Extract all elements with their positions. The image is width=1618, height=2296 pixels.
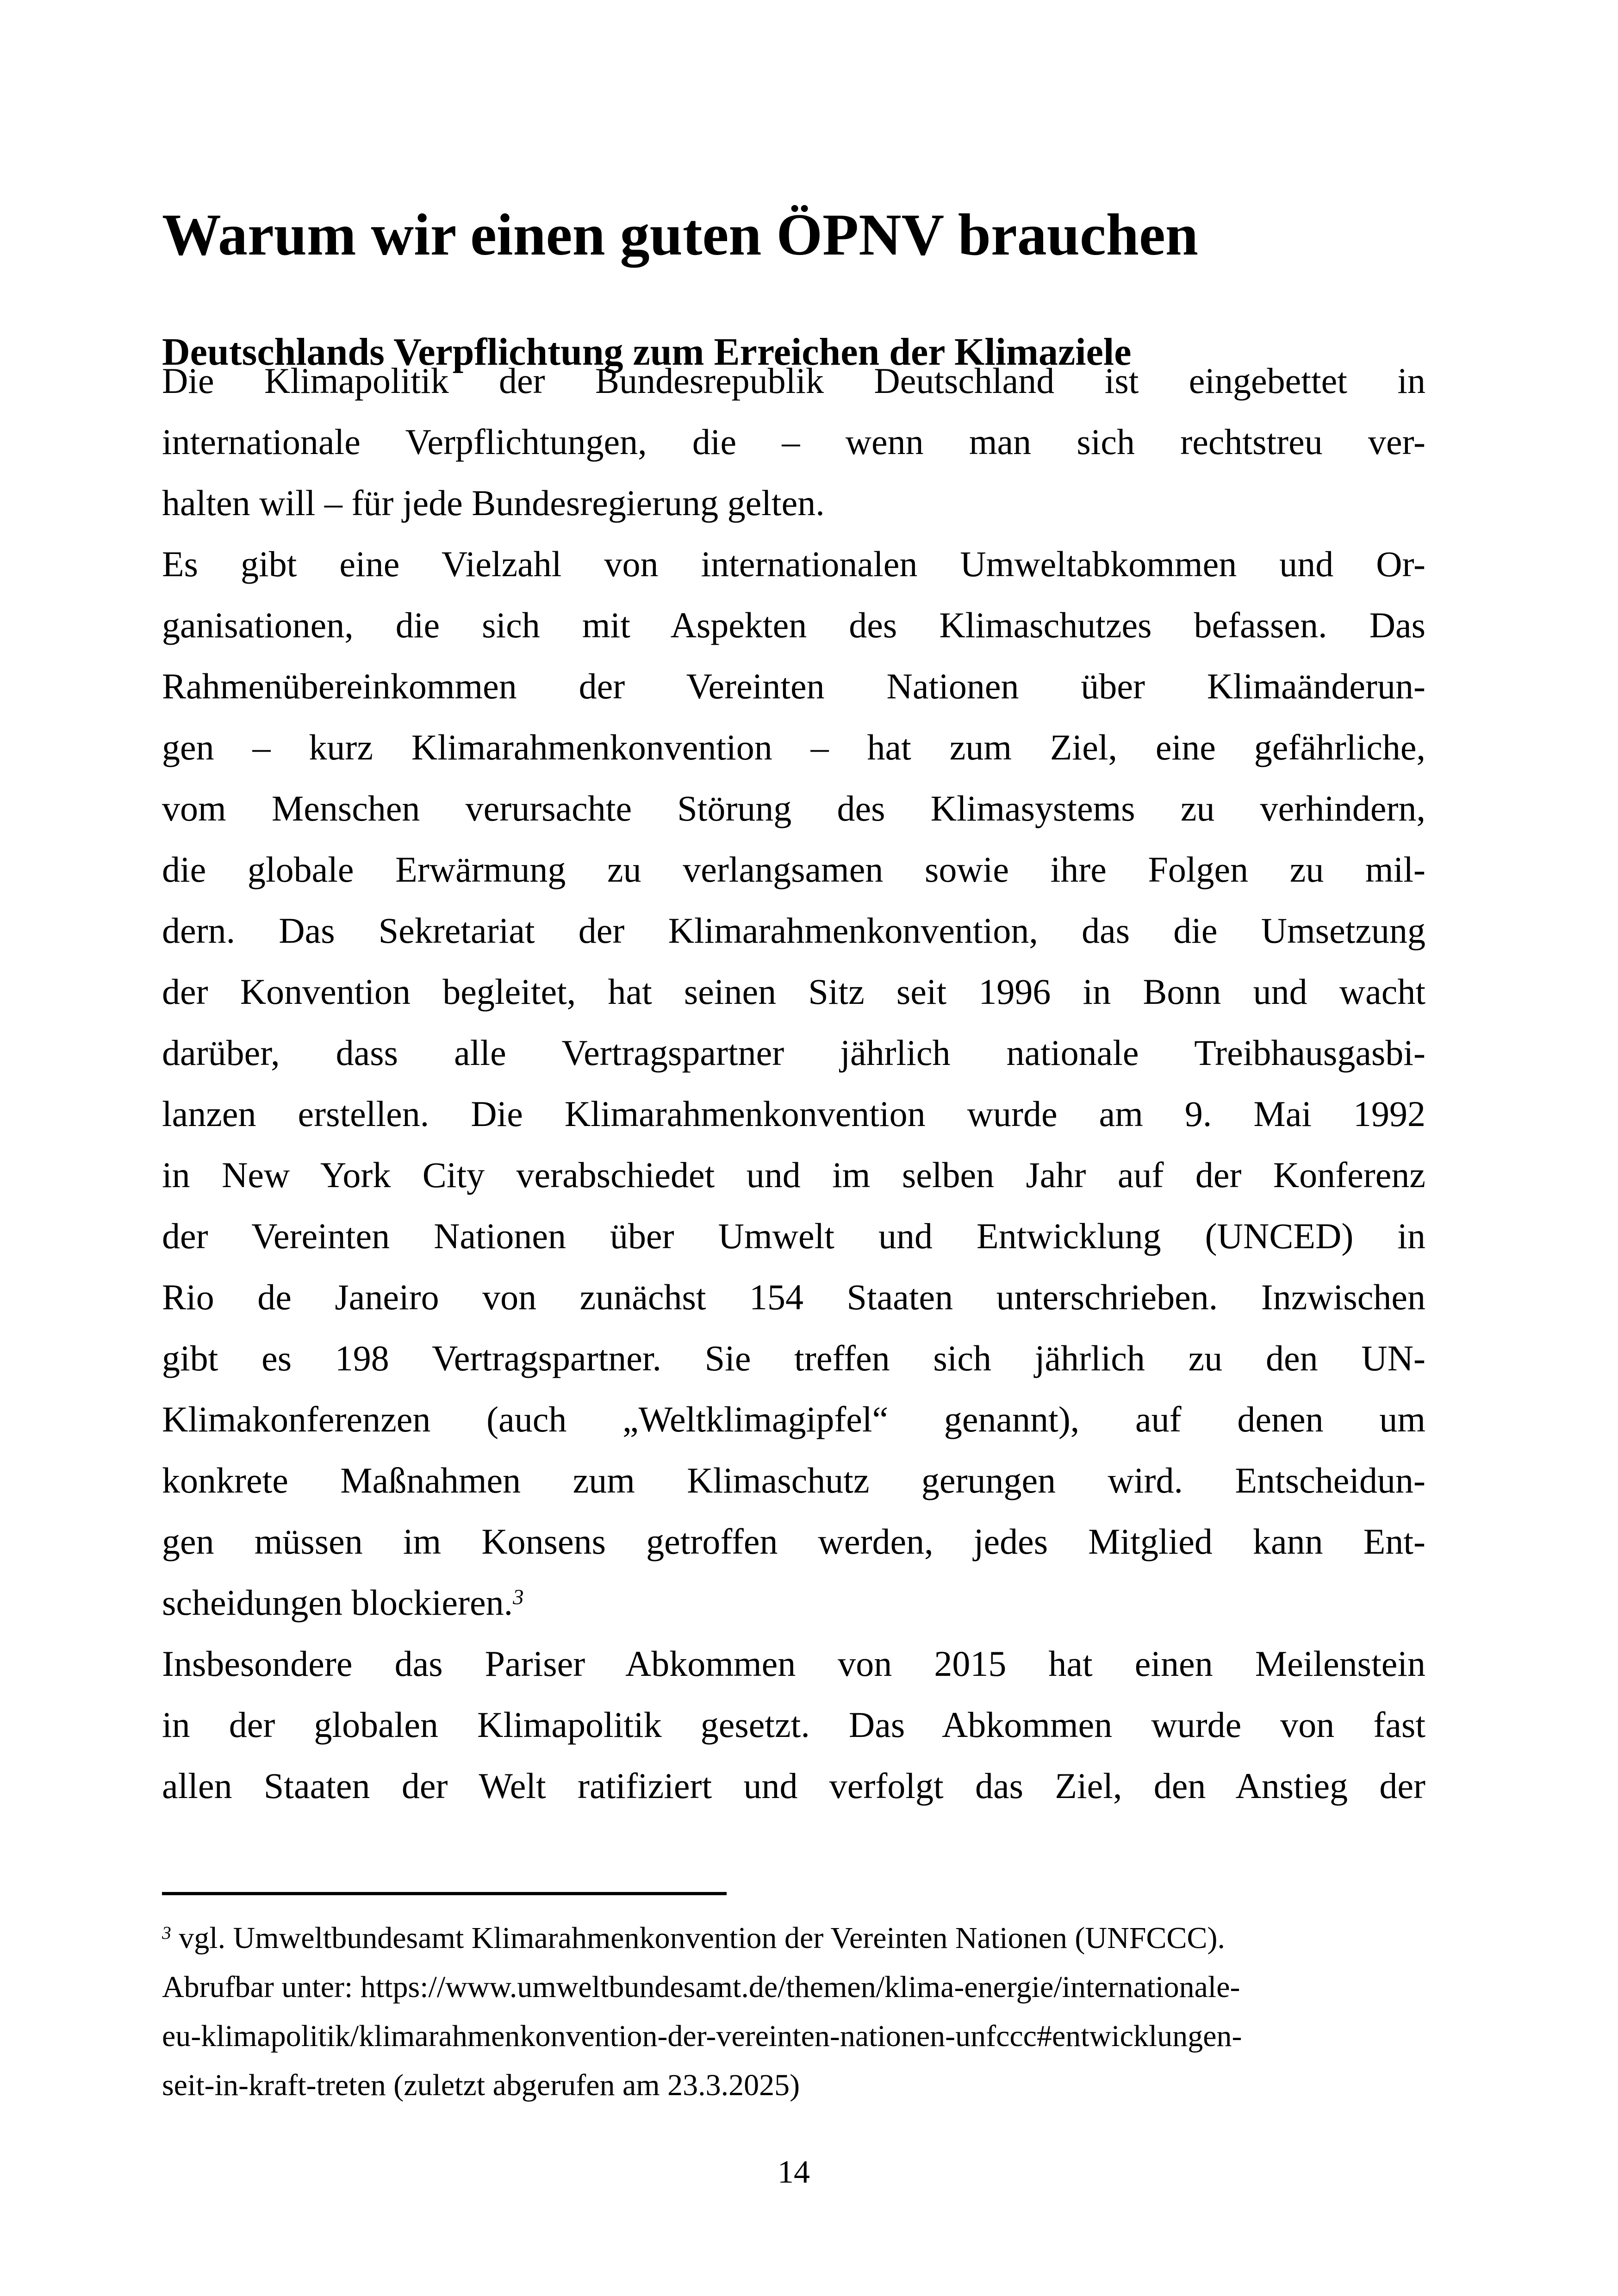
body-text-line: Rahmenübereinkommen der Vereinten Nationen über Klimaänderun-: [162, 666, 1425, 706]
section-heading: Deutschlands Verpflichtung zum Erreichen der Klimaziele: [162, 330, 1132, 373]
body-text-line: Klimakonferenzen (auch „Weltklimagipfel“ genannt), auf denen um: [162, 1399, 1425, 1439]
paragraph: [162, 350, 1425, 534]
body-text-line: allen Staaten der Welt ratifiziert und verfolgt das Ziel, den Anstieg der: [162, 1766, 1425, 1806]
footnote-url-line: Abrufbar unter: https://www.umweltbundesamt.de/themen/klima-energie/internationale-: [162, 1970, 1240, 2004]
body-text-line: darüber, dass alle Vertragspartner jährlich nationale Treibhausgasbi-: [162, 1033, 1425, 1073]
page-number: 14: [778, 2154, 810, 2190]
body-text: [162, 350, 1425, 1817]
body-text-line: in New York City verabschiedet und im selben Jahr auf der Konferenz: [162, 1155, 1425, 1195]
body-text-line: [162, 1572, 1425, 1633]
body-text-line: lanzen erstellen. Die Klimarahmenkonvention wurde am 9. Mai 1992: [162, 1094, 1425, 1134]
body-text-line: dern. Das Sekretariat der Klimarahmenkonvention, das die Umsetzung: [162, 910, 1425, 951]
paragraph: [162, 534, 1425, 1633]
body-text-line: halten will – für jede Bundesregierung gelten.: [162, 483, 825, 523]
footnote-reference: 3: [513, 1585, 524, 1609]
body-text-line: Die Klimapolitik der Bundesrepublik Deutschland ist eingebettet in: [162, 361, 1425, 401]
body-text-line: ganisationen, die sich mit Aspekten des Klimaschutzes befassen. Das: [162, 605, 1425, 645]
body-text-line: Insbesondere das Pariser Abkommen von 2015 hat einen Meilenstein: [162, 1643, 1425, 1684]
body-text-line: der Vereinten Nationen über Umwelt und Entwicklung (UNCED) in: [162, 1216, 1425, 1256]
footnote-url-line: eu-klimapolitik/klimarahmenkonvention-der-vereinten-nationen-unfccc#entwicklungen-: [162, 2019, 1242, 2053]
body-text-line: konkrete Maßnahmen zum Klimaschutz gerungen wird. Entscheidun-: [162, 1460, 1425, 1500]
body-text-line: Rio de Janeiro von zunächst 154 Staaten unterschrieben. Inzwischen: [162, 1277, 1425, 1317]
body-text-line: vom Menschen verursachte Störung des Klimasystems zu verhindern,: [162, 788, 1425, 828]
footnote: [162, 1914, 1425, 2110]
body-text-line: internationale Verpflichtungen, die – wenn man sich rechtstreu ver-: [162, 422, 1425, 462]
body-text-line: Es gibt eine Vielzahl von internationalen Umweltabkommen und Or-: [162, 544, 1425, 584]
body-text-line: gibt es 198 Vertragspartner. Sie treffen sich jährlich zu den UN-: [162, 1338, 1425, 1378]
footnote-separator-rule: [162, 1892, 727, 1895]
footnote-text-fragment: vgl. Umweltbundesamt Klimarahmenkonvention der Vereinten Nationen (UNFCCC).: [171, 1921, 1225, 1955]
footnote-marker: 3: [162, 1923, 171, 1943]
footnote-line: [162, 1914, 1425, 1963]
body-text-line: gen müssen im Konsens getroffen werden, jedes Mitglied kann Ent-: [162, 1521, 1425, 1562]
body-text-line: die globale Erwärmung zu verlangsamen sowie ihre Folgen zu mil-: [162, 849, 1425, 890]
page-title: Warum wir einen guten ÖPNV brauchen: [162, 201, 1198, 268]
paragraph: [162, 1633, 1425, 1817]
body-text-line: in der globalen Klimapolitik gesetzt. Das Abkommen wurde von fast: [162, 1705, 1425, 1745]
body-text-line: der Konvention begleitet, hat seinen Sitz seit 1996 in Bonn und wacht: [162, 971, 1425, 1012]
body-text-fragment: scheidungen blockieren.: [162, 1582, 513, 1623]
footnote-line: seit-in-kraft-treten (zuletzt abgerufen am 23.3.2025): [162, 2068, 800, 2102]
body-text-line: gen – kurz Klimarahmenkonvention – hat zum Ziel, eine gefährliche,: [162, 727, 1425, 767]
